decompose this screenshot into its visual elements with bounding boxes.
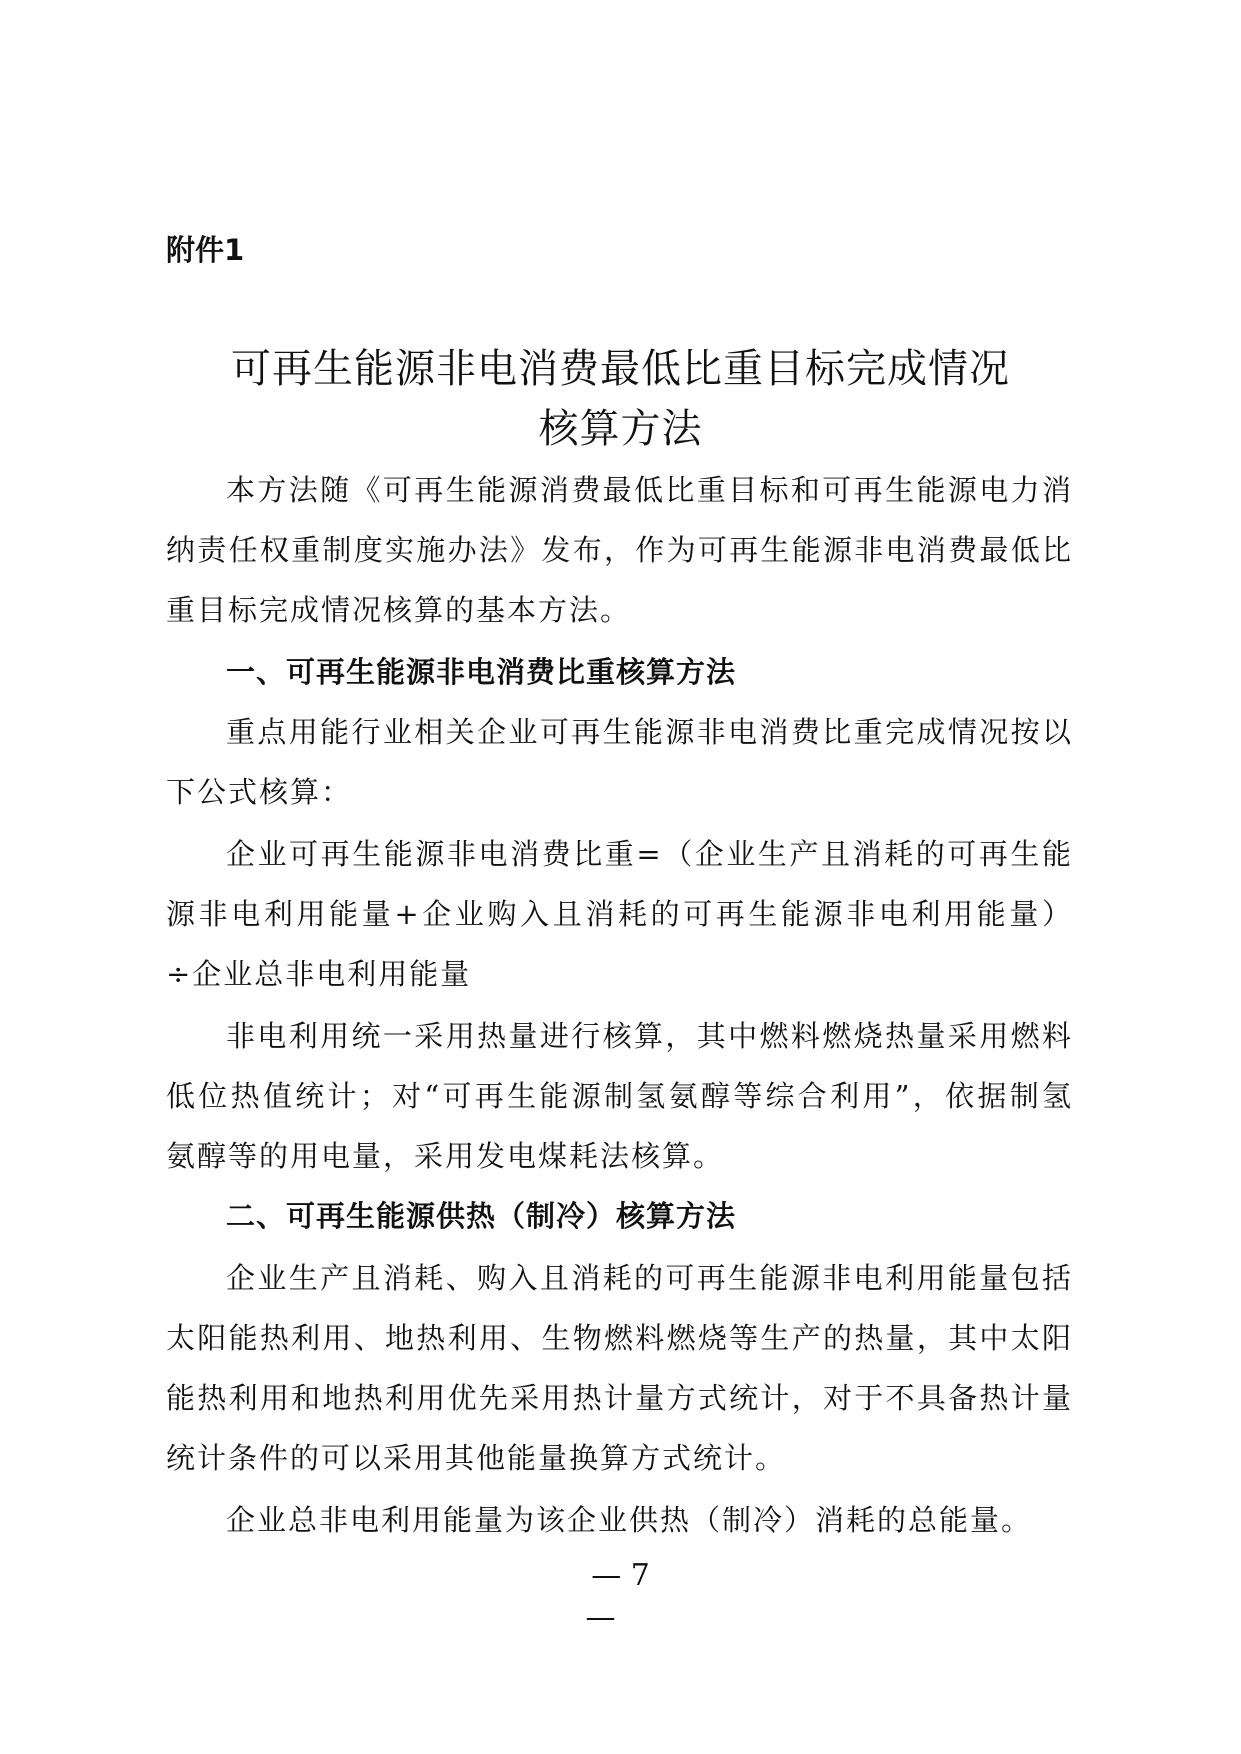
attachment-label: 附件1 (166, 233, 245, 267)
formula-line-2: 源非电利用能量+企业购入且消耗的可再生能源非电利用能量） (166, 897, 1073, 931)
section-1-para-2-line-2: 低位热值统计；对“可再生能源制氢氨醇等综合利用”，依据制氢 (166, 1079, 1073, 1113)
intro-line-1: 本方法随《可再生能源消费最低比重目标和可再生能源电力消 (226, 473, 1073, 507)
section-2-para-1-line-1: 企业生产且消耗、购入且消耗的可再生能源非电利用能量包括 (226, 1261, 1073, 1295)
section-1-para-2-line-1: 非电利用统一采用热量进行核算，其中燃料燃烧热量采用燃料 (226, 1019, 1073, 1053)
formula-line-1: 企业可再生能源非电消费比重=（企业生产且消耗的可再生能 (226, 837, 1073, 871)
footer-dash: — (585, 1600, 616, 1635)
document-title-line-2: 核算方法 (538, 406, 703, 452)
intro-line-3: 重目标完成情况核算的基本方法。 (166, 593, 632, 627)
document-title-line-1: 可再生能源非电消费最低比重目标完成情况 (231, 346, 1010, 392)
page-number: — 7 (591, 1558, 650, 1593)
intro-line-2: 纳责任权重制度实施办法》发布，作为可再生能源非电消费最低比 (166, 533, 1073, 567)
section-2-para-1-line-3: 能热利用和地热利用优先采用热计量方式统计，对于不具备热计量 (166, 1381, 1073, 1415)
section-2-para-1-line-2: 太阳能热利用、地热利用、生物燃料燃烧等生产的热量，其中太阳 (166, 1321, 1073, 1355)
section-1-heading: 一、可再生能源非电消费比重核算方法 (226, 655, 737, 689)
section-1-para-1-line-1: 重点用能行业相关企业可再生能源非电消费比重完成情况按以 (226, 715, 1073, 749)
section-1-para-2-line-3: 氨醇等的用电量，采用发电煤耗法核算。 (166, 1139, 725, 1173)
formula-line-3: ÷企业总非电利用能量 (166, 957, 472, 991)
section-1-para-1-line-2: 下公式核算： (166, 775, 353, 809)
section-2-para-2-line-1: 企业总非电利用能量为该企业供热（制冷）消耗的总能量。 (226, 1503, 1033, 1537)
section-2-heading: 二、可再生能源供热（制冷）核算方法 (226, 1199, 737, 1233)
section-2-para-1-line-4: 统计条件的可以采用其他能量换算方式统计。 (166, 1441, 787, 1475)
